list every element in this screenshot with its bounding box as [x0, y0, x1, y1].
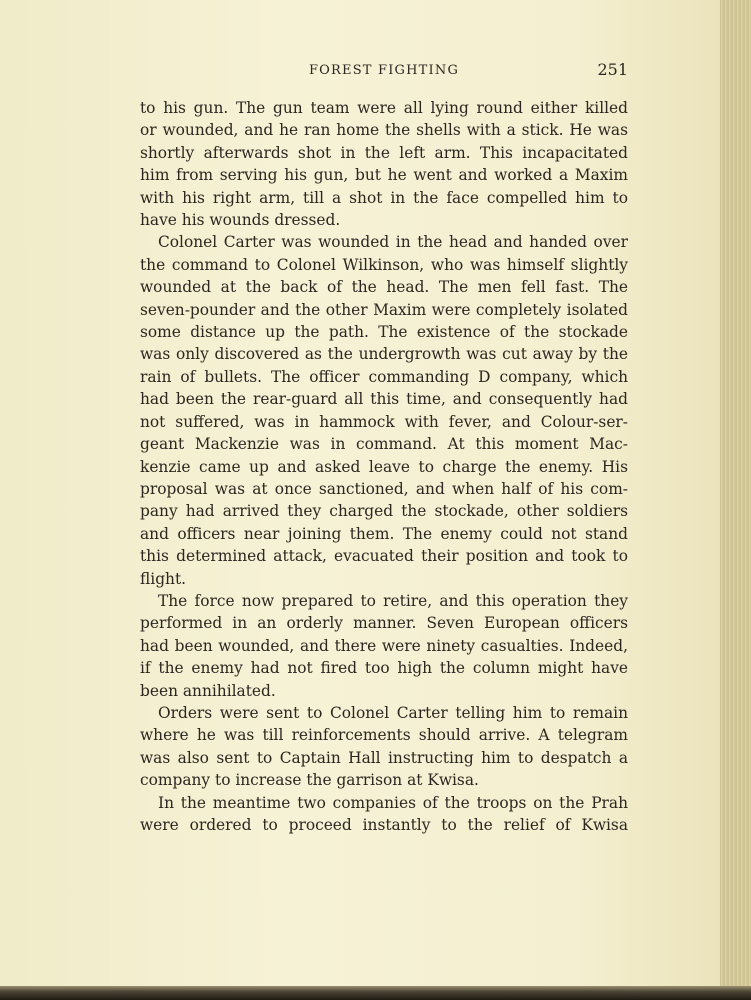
text-line: the command to Colonel Wilkinson, who was himself slightly [140, 255, 628, 274]
text-line: shortly afterwards shot in the left arm. This incapacitated [140, 143, 628, 162]
text-line: this determined attack, evacuated their position and took to [140, 547, 628, 566]
text-line: geant Mackenzie was in command. At this moment Mac- [140, 435, 628, 454]
text-line: performed in an orderly manner. Seven European officers [140, 614, 628, 633]
text-line: The force now prepared to retire, and this operation they [158, 591, 628, 610]
text-line: with his right arm, till a shot in the face compelled him to [140, 188, 628, 207]
page-edges [720, 0, 751, 1000]
text-line: not suffered, was in hammock with fever, and Colour-ser- [140, 412, 628, 431]
paragraph [140, 792, 628, 837]
paragraph [140, 231, 628, 590]
text-line: proposal was at once sanctioned, and when half of his com- [140, 479, 628, 498]
text-line: rain of bullets. The officer commanding D company, which [140, 367, 628, 386]
text-line: was only discovered as the undergrowth was cut away by the [140, 345, 628, 364]
text-line: have his wounds dressed. [140, 211, 341, 230]
page-header [140, 60, 628, 82]
paragraph [140, 97, 628, 231]
paragraph [140, 590, 628, 702]
text-line: seven-pounder and the other Maxim were completely isolated [140, 300, 628, 319]
text-line: pany had arrived they charged the stockade, other soldiers [140, 502, 628, 521]
text-line: been annihilated. [140, 681, 276, 700]
text-line: had been wounded, and there were ninety casualties. Indeed, [140, 636, 628, 655]
text-line: were ordered to proceed instantly to the relief of Kwisa [140, 816, 628, 834]
running-title: FOREST FIGHTING [308, 63, 460, 78]
text-line: had been the rear-guard all this time, and consequently had [140, 390, 628, 409]
text-line: and officers near joining them. The enemy could not stand [140, 524, 628, 543]
text-line: Orders were sent to Colonel Carter telling him to remain [158, 703, 628, 722]
text-line: to his gun. The gun team were all lying round either killed [140, 99, 628, 117]
bottom-edge [0, 986, 751, 1000]
text-line: where he was till reinforcements should arrive. A telegram [140, 726, 628, 745]
text-line: or wounded, and he ran home the shells with a stick. He was [140, 121, 628, 140]
body-text [140, 97, 628, 836]
text-line: if the enemy had not fired too high the column might have [140, 659, 628, 678]
text-line: Colonel Carter was wounded in the head and handed over [158, 233, 628, 252]
text-line: was also sent to Captain Hall instructing him to despatch a [140, 748, 628, 767]
text-line: him from serving his gun, but he went and worked a Maxim [140, 166, 628, 185]
page-number: 251 [597, 60, 628, 79]
text-line: company to increase the garrison at Kwisa. [140, 771, 479, 790]
text-line: some distance up the path. The existence of the stockade [140, 323, 628, 342]
text-line: wounded at the back of the head. The men fell fast. The [140, 278, 628, 297]
text-line: kenzie came up and asked leave to charge the enemy. His [140, 457, 628, 476]
text-line: In the meantime two companies of the troops on the Prah [158, 793, 628, 812]
paragraph [140, 702, 628, 792]
text-line: flight. [140, 569, 187, 588]
